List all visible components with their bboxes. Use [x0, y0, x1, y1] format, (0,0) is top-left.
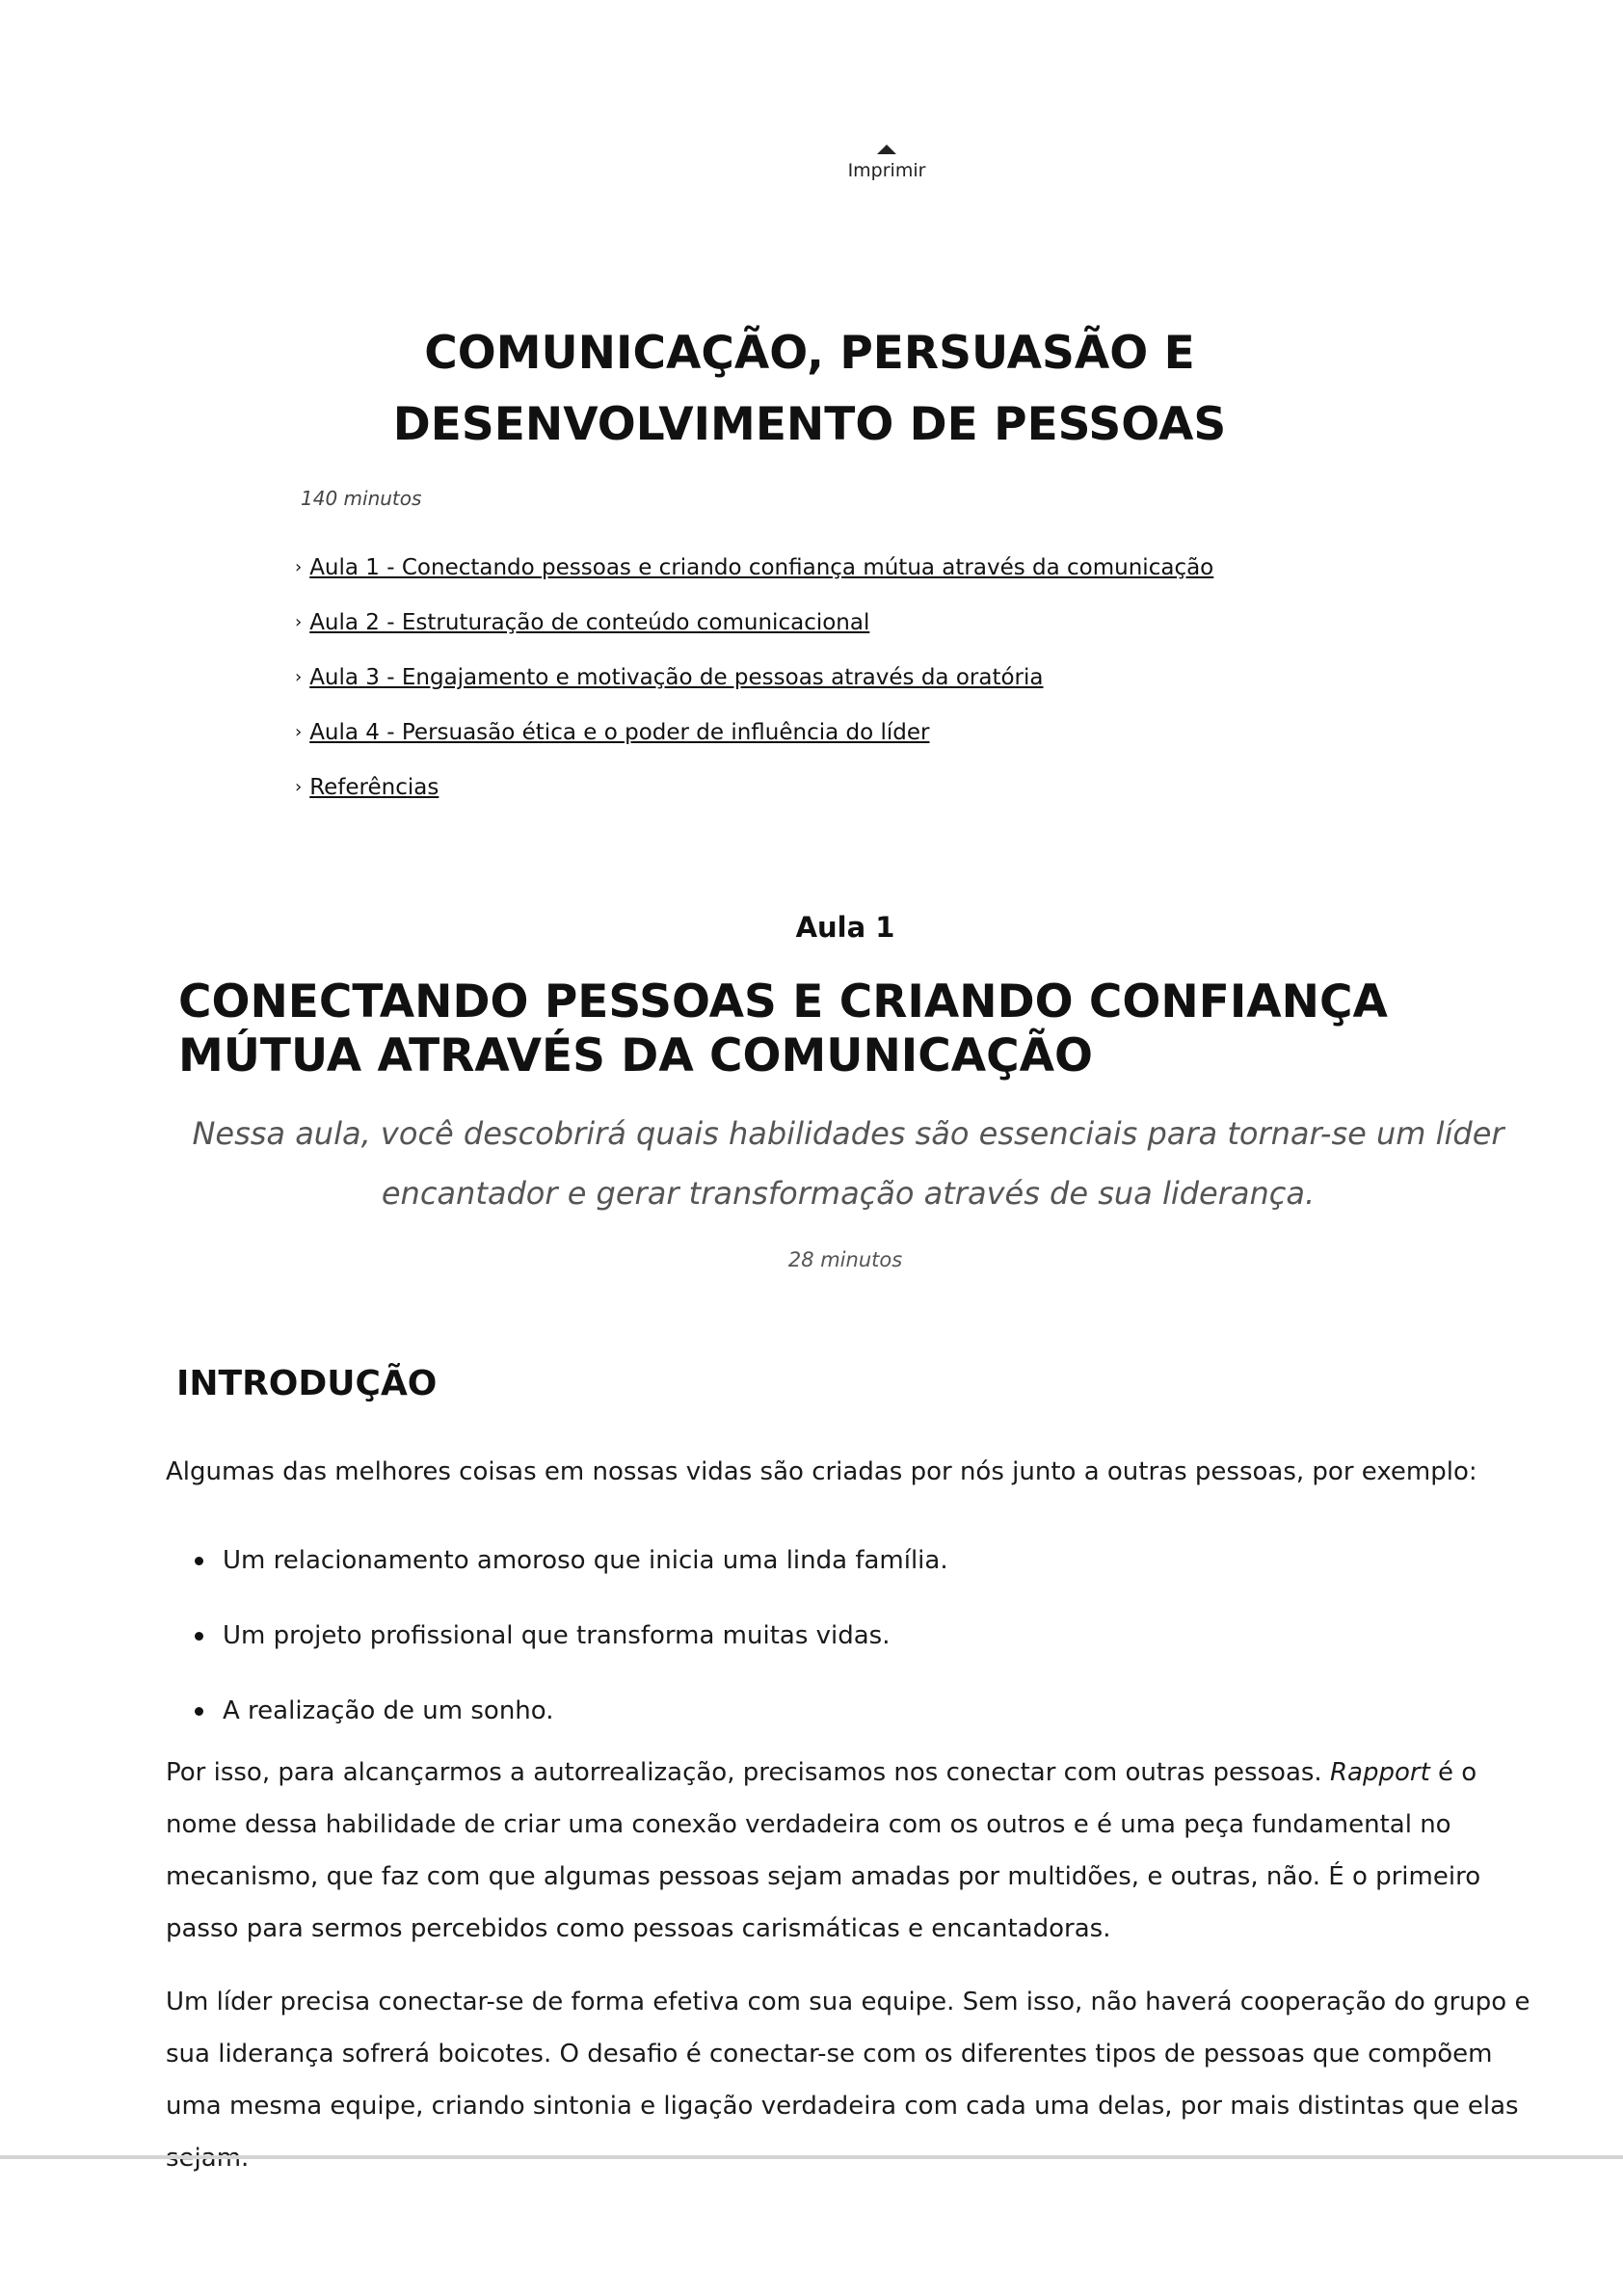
toc-link-aula-4[interactable]: Aula 4 - Persuasão ética e o poder de influência do líder — [309, 719, 930, 745]
lesson-label: Aula 1 — [795, 911, 895, 944]
examples-list — [166, 1523, 1534, 1749]
toc-item-aula-2 — [295, 595, 1213, 650]
course-duration: 140 minutos — [301, 487, 422, 510]
toc-item-referencias — [295, 760, 1213, 814]
lesson-title: CONECTANDO PESSOAS E CRIANDO CONFIANÇA MÚTUA ATRAVÉS DA COMUNICAÇÃO — [178, 975, 1388, 1082]
bullet-icon — [195, 1707, 203, 1716]
section-heading-introducao: INTRODUÇÃO — [176, 1364, 438, 1403]
bullet-icon — [195, 1557, 203, 1565]
list-item-text: Um projeto profissional que transforma muitas vidas. — [223, 1621, 891, 1650]
print-button[interactable] — [829, 145, 945, 181]
intro-paragraph: Algumas das melhores coisas em nossas vidas são criadas por nós junto a outras pessoas, por exemplo: — [166, 1457, 1477, 1486]
toc-item-aula-1 — [295, 540, 1213, 595]
rapport-text-before: Por isso, para alcançarmos a autorrealização, precisamos nos conectar com outras pessoas. — [166, 1758, 1330, 1787]
course-title: COMUNICAÇÃO, PERSUASÃO E DESENVOLVIMENTO DE PESSOAS — [392, 327, 1227, 451]
toc-link-aula-1[interactable]: Aula 1 - Conectando pessoas e criando confiança mútua através da comunicação — [309, 554, 1214, 580]
rapport-text-after: é o nome dessa habilidade de criar uma conexão verdadeira com os outros e é uma peça fundamental no mecanismo, que faz com que algumas pessoas sejam amadas por multidões, e outras, não. É o primeiro passo para sermos percebidos como pessoas carismáticas e encantadoras. — [166, 1758, 1481, 1943]
toc-item-aula-3 — [295, 650, 1213, 705]
page-divider — [0, 2155, 1623, 2159]
table-of-contents — [295, 540, 1213, 814]
list-item-text: Um relacionamento amoroso que inicia uma linda família. — [223, 1546, 948, 1575]
toc-link-referencias[interactable]: Referências — [309, 774, 439, 800]
list-item — [166, 1523, 1534, 1598]
toc-link-aula-2[interactable]: Aula 2 - Estruturação de conteúdo comunicacional — [309, 609, 870, 635]
chevron-right-icon: › — [295, 612, 303, 632]
list-item — [166, 1598, 1534, 1673]
rapport-term: Rapport — [1329, 1758, 1430, 1787]
toc-item-aula-4 — [295, 705, 1213, 760]
caret-up-icon — [877, 145, 896, 154]
print-label: Imprimir — [847, 160, 926, 181]
lesson-duration: 28 minutos — [787, 1248, 903, 1271]
chevron-right-icon: › — [295, 557, 303, 577]
rapport-paragraph — [166, 1747, 1534, 1955]
chevron-right-icon: › — [295, 722, 303, 742]
list-item — [166, 1673, 1534, 1749]
list-item-text: A realização de um sonho. — [223, 1696, 554, 1725]
toc-link-aula-3[interactable]: Aula 3 - Engajamento e motivação de pessoas através da oratória — [309, 664, 1044, 690]
lesson-subtitle: Nessa aula, você descobrirá quais habilidades são essenciais para tornar-se um líder encantador e gerar transformação através de sua liderança. — [192, 1115, 1504, 1212]
leader-paragraph: Um líder precisa conectar-se de forma efetiva com sua equipe. Sem isso, não haverá cooperação do grupo e sua liderança sofrerá boicotes. O desafio é conectar-se com os diferentes tipos de pessoas que compõem uma mesma equipe, criando sintonia e ligação verdadeira com cada uma delas, por mais distintas que elas sejam. — [166, 1988, 1530, 2173]
chevron-right-icon: › — [295, 667, 303, 687]
bullet-icon — [195, 1632, 203, 1641]
chevron-right-icon: › — [295, 777, 303, 797]
